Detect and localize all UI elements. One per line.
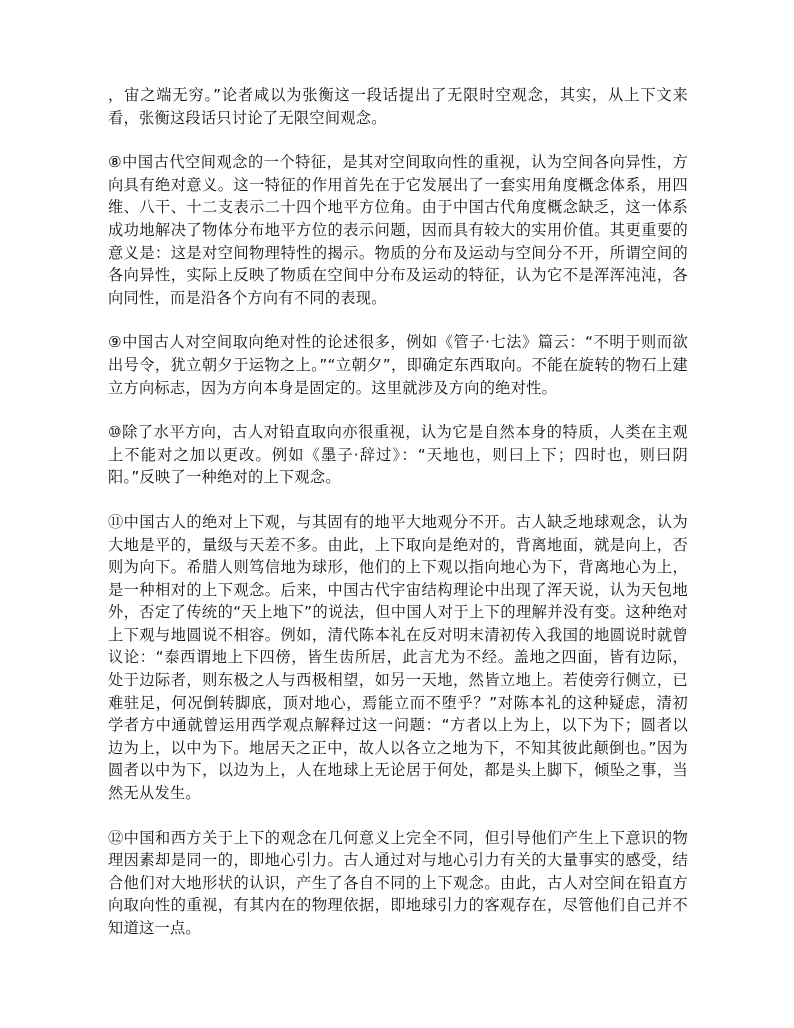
paragraph-11: ⑪中国古人的绝对上下观，与其固有的地平大地观分不开。古人缺乏地球观念，认为大地是平的，量级与天差不多。由此，上下取向是绝对的，背离地面，就是向上，否则为向下。希腊人则笃信地为球形，他们的上下观以指向地心为下，背离地心为上，是一种相对的上下观念。后来，中国古代宇宙结构理论中出现了浑天说，认为天包地外，否定了传统的“天上地下”的说法，但中国人对于上下的理解并没有变。这种绝对上下观与地圆说不相容。例如，清代陈本礼在反对明末清初传入我国的地圆说时就曾议论：“泰西谓地上下四傍，皆生齿所居，此言尤为不经。盖地之四面，皆有边际，处于边际者，则东极之人与西极相望，如另一天地，然皆立地上。若使旁行侧立，已难驻足，何况倒转脚底，顶对地心，焉能立而不堕乎？”对陈本礼的这种疑虑，清初学者方中通就曾运用西学观点解释过这一问题：“方者以上为上，以下为下；圆者以边为上，以中为下。地居天之正中，故人以各立之地为下，不知其彼此颠倒也。”因为圆者以中为下，以边为上，人在地球上无论居于何处，都是头上脚下，倾坠之事，当然无从发生。	[108, 512, 688, 803]
paragraph-9: ⑨中国古人对空间取向绝对性的论述很多，例如《管子·七法》篇云：“不明于则而欲出号令，犹立朝夕于运物之上。”“立朝夕”，即确定东西取向。不能在旋转的物石上建立方向标志，因为方向本身是固定的。这里就涉及方向的绝对性。	[108, 333, 688, 397]
paragraph-8: ⑧中国古代空间观念的一个特征，是其对空间取向性的重视，认为空间各向异性，方向具有绝对意义。这一特征的作用首先在于它发展出了一套实用角度概念体系，用四维、八干、十二支表示二十四个地平方位角。由于中国古代角度概念缺乏，这一体系成功地解决了物体分布地平方位的表示问题，因而具有较大的实用价值。其更重要的意义是：这是对空间物理特性的揭示。物质的分布及运动与空间分不开，所谓空间的各向异性，实际上反映了物质在空间中分布及运动的特征，认为它不是浑浑沌沌，各向同性，而是沿各个方向有不同的表现。	[108, 153, 688, 307]
paragraph-10: ⑩除了水平方向，古人对铅直取向亦很重视，认为它是自然本身的特质，人类在主观上不能对之加以更改。例如《墨子·辞过》：“天地也，则曰上下；四时也，则曰阴阳。”反映了一种绝对的上下观念。	[108, 423, 688, 487]
document-page	[108, 84, 688, 962]
paragraph-continuation: ，宙之端无穷。”论者咸以为张衡这一段话提出了无限时空观念，其实，从上下文来看，张衡这段话只讨论了无限空间观念。	[108, 86, 688, 127]
paragraph-12: ⑫中国和西方关于上下的观念在几何意义上完全不同，但引导他们产生上下意识的物理因素却是同一的，即地心引力。古人通过对与地心引力有关的大量事实的感受，结合他们对大地形状的认识，产生了各自不同的上下观念。由此，古人对空间在铅直方向取向性的重视，有其内在的物理依据，即地球引力的客观存在，尽管他们自己并不知道这一点。	[108, 828, 688, 937]
